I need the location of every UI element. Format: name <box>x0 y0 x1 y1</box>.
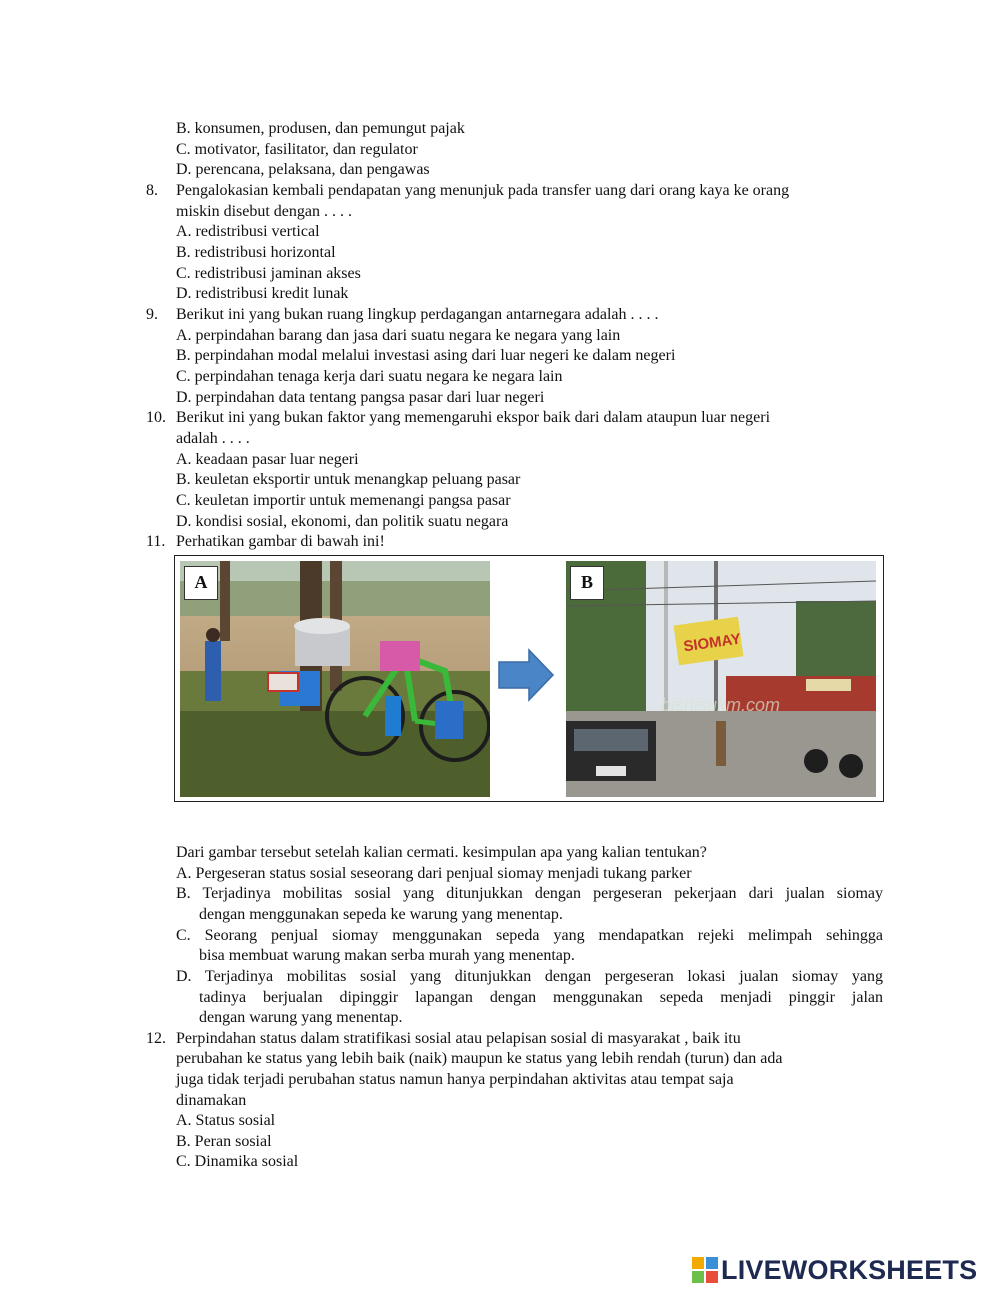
q8-text-line-2: miskin disebut dengan . . . . <box>176 203 352 220</box>
q8-option-c: C. redistribusi jaminan akses <box>176 265 361 282</box>
q11-figure <box>174 555 884 802</box>
q12-option-a: A. Status sosial <box>176 1112 276 1129</box>
q9-text-line-1: Berikut ini yang bukan ruang lingkup perdagangan antarnegara adalah . . . . <box>176 306 659 323</box>
q11-option-d-line-1: D. Terjadinya mobilitas sosial yang ditunjukkan dengan pergeseran lokasi jualan siomay yang <box>176 968 883 985</box>
q10-text-line-1: Berikut ini yang bukan faktor yang memengaruhi ekspor baik dari dalam ataupun luar negeri <box>176 409 771 426</box>
q11-option-d-line-2: tadinya berjualan dipinggir lapangan dengan menggunakan sepeda menjadi pinggir jalan <box>199 989 883 1006</box>
liveworksheets-logo[interactable] <box>692 1256 977 1284</box>
q9-number: 9. <box>146 306 158 323</box>
siomay-sign-text: SIOMAY <box>682 630 743 656</box>
q10-text-line-2: adalah . . . . <box>176 430 250 447</box>
q8-option-b: B. redistribusi horizontal <box>176 244 336 261</box>
q8-option-d: D. redistribusi kredit lunak <box>176 285 349 302</box>
siomay-shop-image <box>566 561 876 797</box>
figure-label-a: A <box>184 566 218 600</box>
right-arrow-icon <box>497 648 555 702</box>
q11-option-c-line-2: bisa membuat warung makan serba murah yang menentap. <box>199 947 575 964</box>
q10-option-a: A. keadaan pasar luar negeri <box>176 451 359 468</box>
logo-text: LIVEWORKSHEETS <box>721 1254 978 1285</box>
q11-number: 11. <box>146 533 166 550</box>
q11-option-b-line-1: B. Terjadinya mobilitas sosial yang ditunjukkan dengan pergeseran pekerjaan dari jualan siomay <box>176 885 883 902</box>
q11-intro: Perhatikan gambar di bawah ini! <box>176 533 385 550</box>
logo-tiles-icon <box>692 1257 718 1283</box>
q7-option-d: D. perencana, pelaksana, dan pengawas <box>176 161 430 178</box>
figure-label-b: B <box>570 566 604 600</box>
q7-option-b: B. konsumen, produsen, dan pemungut pajak <box>176 120 465 137</box>
q11-prompt: Dari gambar tersebut setelah kalian cermati. kesimpulan apa yang kalian tentukan? <box>176 844 707 861</box>
q12-option-b: B. Peran sosial <box>176 1133 272 1150</box>
photo-bicycle-seller <box>180 561 490 797</box>
q12-text-line-4: dinamakan <box>176 1092 247 1109</box>
q10-number: 10. <box>146 409 166 426</box>
bicycle-seller-image <box>180 561 490 797</box>
q12-option-c: C. Dinamika sosial <box>176 1153 299 1170</box>
q11-option-b-line-2: dengan menggunakan sepeda ke warung yang menentap. <box>199 906 563 923</box>
q10-option-d: D. kondisi sosial, ekonomi, dan politik suatu negara <box>176 513 509 530</box>
q8-number: 8. <box>146 182 158 199</box>
q7-option-c: C. motivator, fasilitator, dan regulator <box>176 141 418 158</box>
q8-text-line-1: Pengalokasian kembali pendapatan yang menunjuk pada transfer uang dari orang kaya ke orang <box>176 182 790 199</box>
q12-text-line-1: Perpindahan status dalam stratifikasi sosial atau pelapisan sosial di masyarakat , baik itu <box>176 1030 741 1047</box>
q10-option-b: B. keuletan eksportir untuk menangkap peluang pasar <box>176 471 521 488</box>
watermark-text: bisnisukm.com <box>661 695 781 715</box>
q9-option-d: D. perpindahan data tentang pangsa pasar dari luar negeri <box>176 389 545 406</box>
photo-siomay-shop <box>566 561 876 797</box>
q8-option-a: A. redistribusi vertical <box>176 223 320 240</box>
q12-text-line-2: perubahan ke status yang lebih baik (naik) maupun ke status yang lebih rendah (turun) dan ada <box>176 1050 783 1067</box>
q9-option-c: C. perpindahan tenaga kerja dari suatu negara ke negara lain <box>176 368 563 385</box>
q9-option-b: B. perpindahan modal melalui investasi asing dari luar negeri ke dalam negeri <box>176 347 676 364</box>
q12-text-line-3: juga tidak terjadi perubahan status namun hanya perpindahan aktivitas atau tempat saja <box>176 1071 734 1088</box>
q10-option-c: C. keuletan importir untuk memenangi pangsa pasar <box>176 492 511 509</box>
q12-number: 12. <box>146 1030 166 1047</box>
q11-option-d-line-3: dengan warung yang menentap. <box>199 1009 403 1026</box>
q9-option-a: A. perpindahan barang dan jasa dari suatu negara ke negara yang lain <box>176 327 621 344</box>
q11-option-a: A. Pergeseran status sosial seseorang dari penjual siomay menjadi tukang parker <box>176 865 692 882</box>
q11-option-c-line-1: C. Seorang penjual siomay menggunakan sepeda yang mendapatkan rejeki melimpah sehingga <box>176 927 883 944</box>
